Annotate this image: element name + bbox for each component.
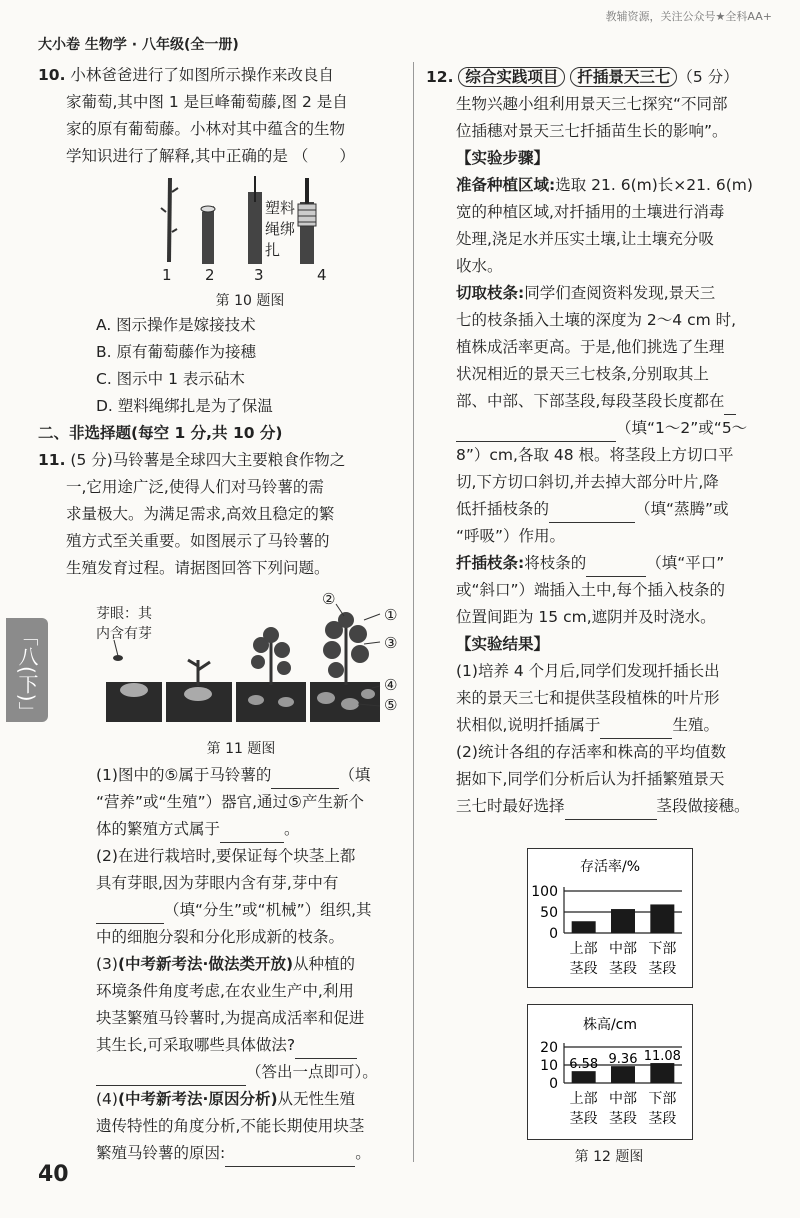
q12-s1-line-3: 处理,浇足水并压实土壤,让土壤充分吸	[456, 230, 714, 248]
q10-fig-label-3: 3	[254, 266, 264, 284]
q11-p3-text-c: 块茎繁殖马铃薯时,为提高成活率和促进	[96, 1009, 365, 1027]
q12-blank-1a[interactable]	[724, 396, 736, 415]
grade-side-tab	[6, 618, 48, 722]
x-tick-label: 茎段	[648, 961, 677, 977]
q12-s2b-line-1: 8”）cm,各取 48 根。将茎段上方切口平	[456, 446, 734, 464]
q11-p3-tag: (中考新考法·做法类开放)	[117, 955, 294, 973]
bar	[611, 1066, 635, 1083]
y-tick-label: 20	[540, 1040, 558, 1056]
q11-fig-note-1: 芽眼：其	[96, 606, 152, 622]
survival-rate-chart-svg	[528, 849, 692, 987]
q12-intro-1: 生物兴趣小组利用景天三七探究“不同部	[456, 95, 728, 113]
q10-number: 10.	[38, 66, 66, 84]
q11-label-2: ②	[322, 590, 336, 608]
q12-r2-text-c1: 三七时最好选择	[456, 797, 565, 815]
q12-intro-2: 位插穗对景天三七扦插苗生长的影响”。	[456, 122, 728, 140]
q12-s2c-text-2: （填“蒸腾”或	[635, 500, 729, 518]
q12-s1-heading: 准备种植区域:	[456, 176, 556, 194]
y-tick-label: 10	[540, 1058, 558, 1074]
q12-s2-line-3: 植株成活率更高。于是,他们挑选了生理	[456, 338, 725, 356]
x-tick-label: 中部	[609, 1091, 637, 1107]
q12-steps-heading: 【实验步骤】	[456, 149, 550, 167]
q12-blank-5[interactable]	[565, 801, 657, 820]
x-tick-label: 下部	[648, 941, 677, 957]
bar-value-label: 9.36	[608, 1052, 638, 1068]
q11-label-5: ⑤	[384, 696, 398, 714]
q12-s3-text-b: 或“斜口”）端插入土中,每个插入枝条的	[456, 581, 725, 599]
y-tick-label: 50	[540, 905, 558, 921]
q10-option-a[interactable]: A. 图示操作是嫁接技术	[96, 316, 256, 334]
bar	[572, 921, 596, 933]
q12-s2c-text: 低扦插枝条的	[456, 500, 550, 518]
q11-line-2: 一,它用途广泛,使得人们对马铃薯的需	[66, 478, 324, 496]
q11-blank-1[interactable]	[271, 770, 339, 789]
q10-line-3: 家的原有葡萄藤。小林对其中蕴含的生物	[66, 120, 346, 138]
q11-p4-text-a: 从无性生殖	[277, 1090, 356, 1108]
x-tick-label: 茎段	[648, 1111, 677, 1127]
q12-s3-text-a1: 将枝条的	[524, 554, 587, 572]
q11-fig-note-2: 内含有芽	[96, 626, 152, 642]
q11-p3-text-e: （答出一点即可）。	[246, 1063, 378, 1081]
q10-fig-label-1: 1	[162, 266, 172, 284]
q11-p2-text-c: （填“分生”或“机械”）组织,其	[164, 901, 372, 919]
q12-r1-text-c2: 生殖。	[672, 716, 719, 734]
q12-body	[426, 145, 776, 820]
x-tick-label: 茎段	[609, 1111, 637, 1127]
q10-line-2: 家葡萄,其中图 1 是巨峰葡萄藤,图 2 是自	[66, 93, 348, 111]
q11-line-1: (5 分)马铃薯是全球四大主要粮食作物之	[70, 451, 346, 469]
q10-line-4: 学知识进行了解释,其中正确的是 （ ）	[66, 147, 355, 165]
q10-option-d[interactable]: D. 塑料绳绑扎是为了保温	[96, 397, 273, 415]
page-number: 40	[38, 1162, 69, 1187]
q11-p2-text-d: 中的细胞分裂和分化形成新的枝条。	[96, 928, 345, 946]
q11-label-4: ④	[384, 676, 398, 694]
q11-p1-text-c: “营养”或“生殖”）器官,通过⑤产生新个	[96, 793, 364, 811]
x-tick-label: 下部	[648, 1091, 677, 1107]
q12-number: 12.	[426, 68, 454, 86]
q12-caption: 第 12 题图	[574, 1149, 644, 1165]
q12-s3-heading: 扦插枝条:	[456, 554, 525, 572]
q12-blank-1[interactable]	[456, 423, 616, 442]
side-tab-label: 「八(下)」	[15, 626, 39, 722]
plant-height-chart	[527, 1004, 693, 1140]
q12-s1-line-4: 收水。	[456, 257, 503, 275]
q12-s2-fill: （填“1～2”或“5～	[616, 419, 748, 437]
bar	[650, 904, 674, 933]
q12-s2-line-1: 同学们查阅资料发现,景天三	[524, 284, 716, 302]
q12-s3-text-c: 位置间距为 15 cm,遮阴并及时浇水。	[456, 608, 716, 626]
q11-blank-3[interactable]	[96, 905, 164, 924]
q12-r2-line-1: (2)统计各组的存活率和株高的平均值数	[456, 743, 726, 761]
x-tick-label: 茎段	[569, 961, 598, 977]
bar	[572, 1071, 596, 1083]
q11-blank-2[interactable]	[220, 824, 284, 843]
q10-option-b[interactable]: B. 原有葡萄藤作为接穗	[96, 343, 256, 361]
bar	[611, 909, 635, 933]
q11-line-4: 殖方式至关重要。如图展示了马铃薯的	[66, 532, 330, 550]
q12-s2-line-4: 状况相近的景天三七枝条,分别取其上	[456, 365, 709, 383]
q12-s1-line-1: 选取 21. 6(m)长×21. 6(m)	[555, 176, 753, 194]
q12-s3-text-a2: （填“平口”	[646, 554, 725, 572]
chart-title: 存活率/%	[579, 859, 641, 875]
bar-value-label: 11.08	[643, 1049, 681, 1065]
q10-fig-label-4: 4	[317, 266, 327, 284]
q10-options	[96, 312, 273, 420]
q11-p1-text-e: 。	[284, 820, 300, 838]
q12-results-heading: 【实验结果】	[456, 635, 550, 653]
q11-line-5: 生殖发育过程。请据图回答下列问题。	[66, 559, 330, 577]
bar	[650, 1063, 674, 1083]
q11-fig-labels	[96, 590, 406, 730]
q12-s2b-line-2: 切,下方切口斜切,并去掉大部分叶片,降	[456, 473, 719, 491]
q11-line-3: 求量极大。为满足需求,高效且稳定的繁	[66, 505, 335, 523]
q11-blank-5[interactable]	[96, 1067, 246, 1086]
q12-s2-line-5: 部、中部、下部茎段,每段茎段长度都在	[456, 392, 725, 410]
q11-p3-text-a: 从种植的	[293, 955, 356, 973]
q11-p1-text: (1)图中的⑤属于马铃薯的	[96, 766, 272, 784]
q10-option-c[interactable]: C. 图示中 1 表示砧木	[96, 370, 245, 388]
bar-value-label: 6.58	[569, 1057, 599, 1073]
x-tick-label: 上部	[569, 1091, 598, 1107]
chart-title: 株高/cm	[582, 1017, 638, 1033]
q12-s2d-text: “呼吸”）作用。	[456, 527, 566, 545]
survival-rate-chart	[527, 848, 693, 988]
q11-p2-text-b: 具有芽眼,因为芽眼内含有芽,芽中有	[96, 874, 339, 892]
question-12	[426, 64, 776, 820]
plant-height-chart-svg	[528, 1005, 692, 1139]
q11-p1-text-b: （填	[339, 766, 371, 784]
q11-p4-text-c: 繁殖马铃薯的原因:	[96, 1144, 226, 1162]
q12-blank-2[interactable]	[549, 504, 635, 523]
q10-figure-note: 塑料绳绑扎	[265, 199, 296, 259]
q12-s1-line-2: 宽的种植区域,对扦插用的土壤进行消毒	[456, 203, 725, 221]
q12-blank-4[interactable]	[600, 720, 672, 739]
question-10	[38, 62, 408, 170]
x-tick-label: 茎段	[609, 961, 637, 977]
q11-p4-text-b: 遗传特性的角度分析,不能长期使用块茎	[96, 1117, 365, 1135]
section-2-heading: 二、非选择题(每空 1 分,共 10 分)	[38, 424, 283, 442]
q11-blank-6[interactable]	[225, 1148, 355, 1167]
q11-p4-text-d: 。	[355, 1144, 371, 1162]
x-tick-label: 上部	[569, 941, 598, 957]
q11-p1-text-d: 体的繁殖方式属于	[96, 820, 221, 838]
q11-p2-text-a: (2)在进行栽培时,要保证每个块茎上都	[96, 847, 356, 865]
q12-s2-heading: 切取枝条:	[456, 284, 525, 302]
q12-tag-topic: 扦插景天三七	[570, 67, 677, 87]
q11-caption: 第 11 题图	[206, 741, 276, 757]
column-divider	[413, 62, 414, 1162]
header-watermark: 教辅资源，关注公众号★全科AA+	[605, 10, 772, 23]
q12-r1-line-1: (1)培养 4 个月后,同学们发现扦插长出	[456, 662, 720, 680]
q12-r1-text-c1: 状相似,说明扦插属于	[456, 716, 601, 734]
q11-p4-tag: (中考新考法·原因分析)	[117, 1090, 278, 1108]
x-tick-label: 中部	[609, 941, 637, 957]
q12-r2-line-2: 据如下,同学们分析后认为扦插繁殖景天	[456, 770, 725, 788]
q10-line-1: 小林爸爸进行了如图所示操作来改良自	[70, 66, 334, 84]
q11-label-1: ①	[384, 606, 398, 624]
q12-score: （5 分）	[677, 68, 739, 86]
q12-tag-project: 综合实践项目	[458, 67, 565, 87]
q12-r2-text-c2: 茎段做接穗。	[656, 797, 750, 815]
q10-caption: 第 10 题图	[215, 293, 285, 309]
q11-label-3: ③	[384, 634, 398, 652]
q11-subquestions: (1)图中的⑤属于马铃薯的 （填 “营养”或“生殖”）器官,通过⑤产生新个 体的繁殖方式属于 。 (2)在进行栽培时,要保证每个块茎上都 具有芽眼,因为芽眼内含有芽,芽中有 （填“分生”或“机械”）组织,其 中的细胞分裂和分化形成新的枝条。 (3)(中考新考法·做法类开放)从种植的 环境条件角度考虑,在农业生产中,利用 块茎繁殖马铃薯时,为提高成活率和促进 其生长,可采取哪些具体做法? （答出一点即可）。 (4)(中考新考法·原因分析)从无性生殖 遗传特性的角度分析,不能长期使用块茎 繁殖马铃薯的原因: 。	[96, 762, 408, 1167]
q11-p3-text-d: 其生长,可采取哪些具体做法?	[96, 1036, 296, 1054]
book-title: 大小卷 生物学 · 八年级(全一册)	[38, 37, 239, 53]
y-tick-label: 0	[549, 926, 558, 942]
q11-number: 11.	[38, 451, 66, 469]
x-tick-label: 茎段	[569, 1111, 598, 1127]
y-tick-label: 100	[531, 884, 558, 900]
y-tick-label: 0	[549, 1076, 558, 1092]
q12-s2-line-2: 七的枝条插入土壤的深度为 2～4 cm 时,	[456, 311, 737, 329]
q12-blank-3[interactable]	[586, 558, 646, 577]
q11-p3-text-b: 环境条件角度考虑,在农业生产中,利用	[96, 982, 354, 1000]
q12-r1-line-2: 来的景天三七和提供茎段植株的叶片形	[456, 689, 720, 707]
q11-blank-4[interactable]	[295, 1040, 357, 1059]
question-11	[38, 447, 408, 582]
q10-fig-label-2: 2	[205, 266, 215, 284]
